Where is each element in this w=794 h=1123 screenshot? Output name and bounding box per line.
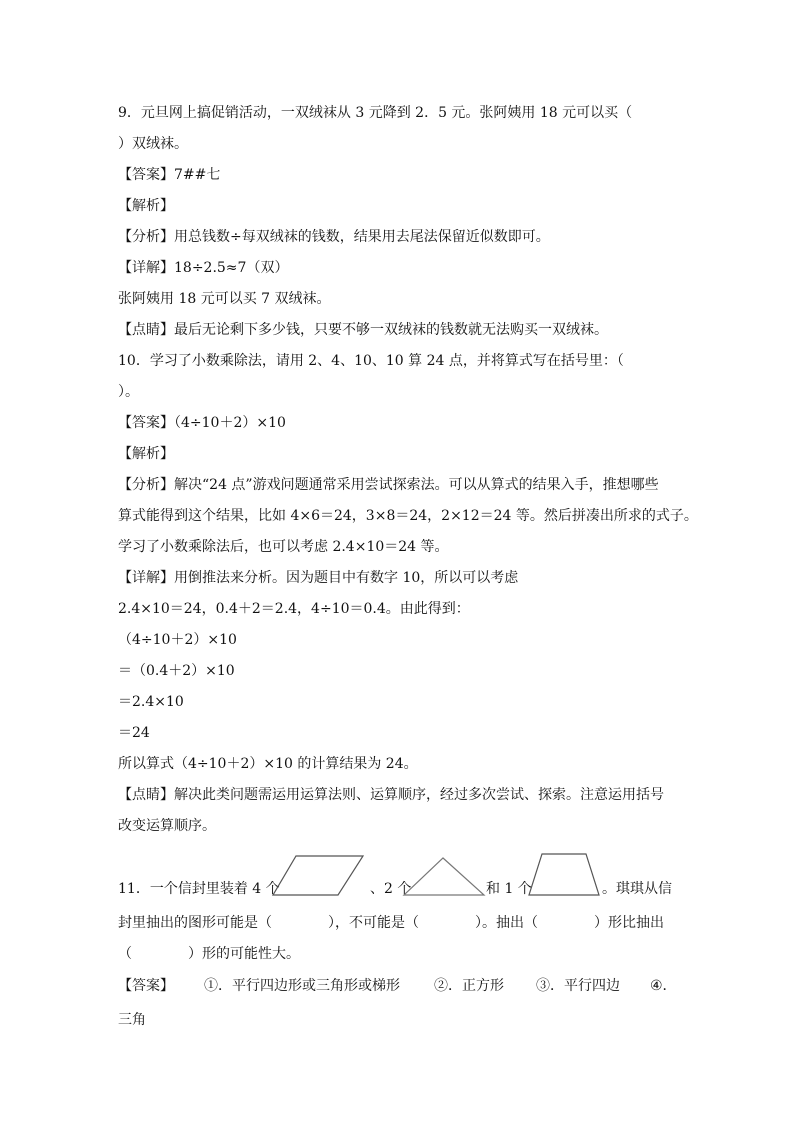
q10-step4: ＝2.4×10	[118, 694, 184, 710]
parallelogram-icon	[270, 854, 366, 898]
q11-answer-3: ③．平行四边	[536, 978, 620, 994]
triangle-icon	[402, 856, 486, 898]
q11-answer-4: ④．	[650, 978, 677, 994]
q9-fenxi: 【分析】用总钱数÷每双绒袜的钱数，结果用去尾法保留近似数即可。	[118, 229, 550, 245]
q10-fenxi-line2: 算式能得到这个结果，比如 4×6＝24，3×8＝24，2×12＝24 等。然后拼凑出所求的式子。	[118, 508, 698, 524]
q10-fenxi-line1: 【分析】解决“24 点”游戏问题通常采用尝试探索法。可以从算式的结果入手，推想哪些	[118, 477, 659, 493]
q9-stem-line1: 9．元旦网上搞促销活动，一双绒袜从 3 元降到 2．5 元。张阿姨用 18 元可以买（	[118, 105, 633, 121]
q10-dianjing-line2: 改变运算顺序。	[118, 818, 216, 834]
q11-answer-2: ②．正方形	[434, 978, 504, 994]
q9-stem-line2: ）双绒袜。	[118, 136, 188, 152]
q9-xiangjie: 【详解】18÷2.5≈7（双）	[118, 260, 289, 276]
q10-step3: ＝（0.4＋2）×10	[118, 663, 235, 679]
q11-stem-part-c: 和 1 个	[486, 881, 532, 897]
q10-step5: ＝24	[118, 725, 150, 741]
q10-conclusion: 所以算式（4÷10＋2）×10 的计算结果为 24。	[118, 756, 418, 772]
q9-analysis-title: 【解析】	[118, 198, 174, 214]
q10-analysis-title: 【解析】	[118, 446, 174, 462]
q9-answer: 【答案】7##七	[118, 167, 221, 183]
q10-xiangjie: 【详解】用倒推法来分析。因为题目中有数字 10，所以可以考虑	[118, 570, 519, 586]
q10-step2: （4÷10＋2）×10	[118, 632, 237, 648]
q9-result: 张阿姨用 18 元可以买 7 双绒袜。	[118, 291, 331, 307]
q10-step1: 2.4×10＝24，0.4＋2＝2.4，4÷10＝0.4。由此得到：	[118, 601, 470, 617]
q10-fenxi-line3: 学习了小数乘除法后，也可以考虑 2.4×10＝24 等。	[118, 539, 449, 555]
q11-stem-line2: 封里抽出的图形可能是（ ），不可能是（ ）。抽出（ ）形比抽出	[118, 915, 664, 931]
q9-dianjing: 【点睛】最后无论剩下多少钱，只要不够一双绒袜的钱数就无法购买一双绒袜。	[118, 322, 608, 338]
q11-answer-4-cont: 三角	[118, 1012, 146, 1028]
q11-stem-line3: （ ）形的可能性大。	[118, 946, 300, 962]
q10-stem-line1: 10．学习了小数乘除法，请用 2、4、10、10 算 24 点，并将算式写在括号里：（	[118, 353, 624, 369]
q10-stem-line2: ）。	[118, 384, 139, 400]
q11-answer-label: 【答案】	[118, 978, 174, 994]
q10-dianjing-line1: 【点睛】解决此类问题需运用运算法则、运算顺序，经过多次尝试、探索。注意运用括号	[118, 787, 664, 803]
q11-stem-part-b: 、2 个	[370, 881, 412, 897]
q11-stem-part-a: 11．一个信封里装着 4 个	[118, 881, 280, 897]
q10-answer: 【答案】（4÷10＋2）×10	[118, 415, 286, 431]
trapezoid-icon	[526, 852, 602, 898]
q11-answer-1: ①．平行四边形或三角形或梯形	[204, 978, 400, 994]
q11-stem-part-d: 。琪琪从信	[602, 881, 672, 897]
